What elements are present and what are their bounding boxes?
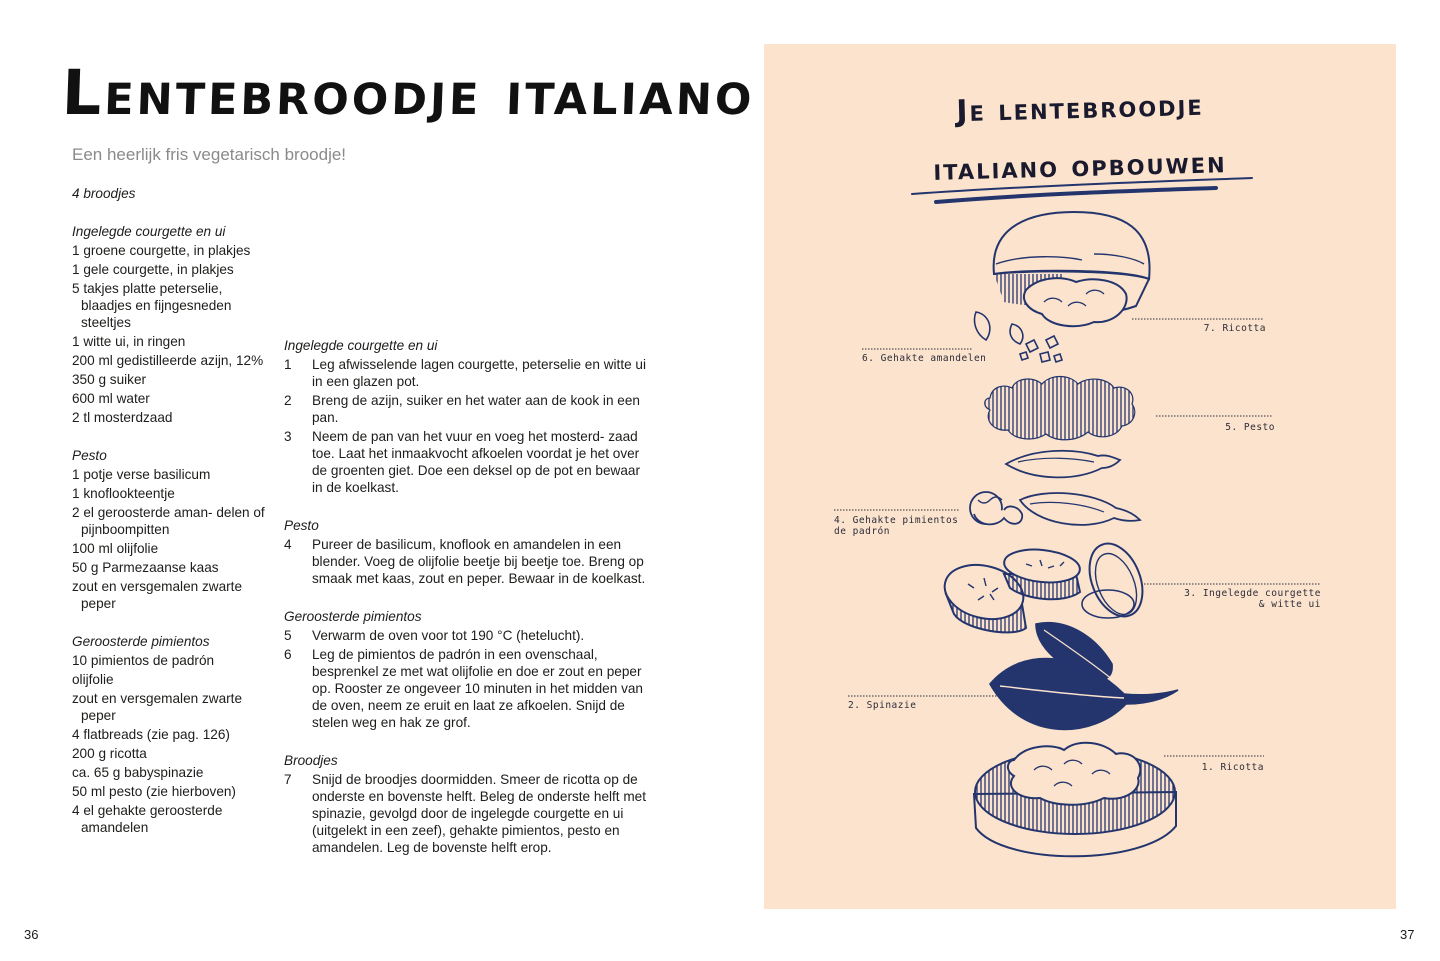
page-number-left: 36 [24, 927, 39, 942]
step-item [284, 771, 654, 856]
steps-list-pesto [284, 536, 654, 587]
ingredient-item: 2 el geroosterde aman- delen of pijnboompitten [72, 505, 265, 537]
spinach-icon [990, 623, 1178, 730]
step-text: Breng de azijn, suiker en het water aan de kook in een pan. [312, 393, 640, 425]
step-text: Neem de pan van het vuur en voeg het mosterd- zaad toe. Laat het inmaakvocht afkoelen voordat je het over de groenten giet. Doe een deksel op de pot en bewaar in de koelkast. [312, 429, 641, 495]
ingredients-list-pesto [72, 466, 272, 612]
step-item [284, 428, 654, 496]
ingredient-item: 600 ml water [72, 391, 150, 406]
courgette-onion-icon [939, 536, 1153, 633]
step-item [284, 627, 654, 644]
ingredient-item: 1 knoflookteentje [72, 486, 175, 501]
ingredient-item: 200 g ricotta [72, 746, 147, 761]
illustration-title-line1: Je lentebroodje [955, 87, 1205, 130]
ingredient-item: 1 gele courgette, in plakjes [72, 262, 234, 277]
pimientos-icon [970, 451, 1140, 525]
ingredient-item: 1 groene courgette, in plakjes [72, 243, 251, 258]
ingredients-list-assembly [72, 726, 272, 836]
steps-list-broodjes [284, 771, 654, 856]
label-pesto: 5. Pesto [1225, 422, 1275, 433]
steps-list-courgette [284, 356, 654, 496]
label-pimientos [834, 515, 994, 537]
step-number: 3 [284, 429, 292, 444]
step-number: 4 [284, 537, 292, 552]
label-ricotta-bottom: 1. Ricotta [1201, 762, 1264, 773]
ingredient-item: 5 takjes platte peterselie, blaadjes en fijngesneden steeltjes [72, 281, 232, 330]
ingredients-heading-pimientos: Geroosterde pimientos [72, 634, 210, 649]
ingredient-item: 2 tl mosterdzaad [72, 410, 173, 425]
step-number: 2 [284, 393, 292, 408]
page-number-right: 37 [1400, 927, 1415, 942]
ingredient-item: 4 el gehakte geroosterde amandelen [72, 803, 223, 835]
ingredient-item: 100 ml olijfolie [72, 541, 159, 556]
steps-column [284, 337, 654, 858]
step-item [284, 536, 654, 587]
recipe-subtitle: Een heerlijk fris vegetarisch broodje! [72, 145, 347, 164]
bottom-bun-icon [974, 743, 1176, 857]
label-courgette-line2: & witte ui [1258, 599, 1321, 610]
ingredients-list-pimientos [72, 652, 272, 724]
ingredient-item: 1 witte ui, in ringen [72, 334, 186, 349]
step-number: 6 [284, 647, 292, 662]
steps-heading-pimientos: Geroosterde pimientos [284, 609, 422, 624]
illustration-panel [764, 44, 1396, 909]
step-text: Pureer de basilicum, knoflook en amandelen in een blender. Voeg de olijfolie beetje bij beetje toe. Breng op smaak met kaas, zout en peper. Bewaar in de koelkast. [312, 537, 646, 586]
top-bun-icon [994, 212, 1150, 326]
step-text: Snijd de broodjes doormidden. Smeer de ricotta op de onderste en bovenste helft. Beleg de onderste helft met spinazie, gevolgd door de ingelegde courgette en ui (uitgelekt in een zeef), gehakte pimientos, pesto en amandelen. Leg de bovenste helft erop. [312, 772, 647, 855]
step-item [284, 646, 654, 731]
label-courgette-onion [1154, 588, 1321, 610]
ingredient-item: 1 potje verse basilicum [72, 467, 211, 482]
label-spinach: 2. Spinazie [848, 700, 917, 711]
servings: 4 broodjes [72, 186, 136, 201]
ingredients-heading-courgette: Ingelegde courgette en ui [72, 224, 226, 239]
step-item [284, 356, 654, 390]
ingredient-item: ca. 65 g babyspinazie [72, 765, 204, 780]
label-pimientos-line1: 4. Gehakte pimientos [834, 515, 959, 526]
steps-heading-pesto: Pesto [284, 518, 319, 533]
pesto-icon [985, 377, 1135, 440]
ingredients-heading-pesto: Pesto [72, 448, 107, 463]
label-courgette-line1: 3. Ingelegde courgette [1184, 588, 1321, 599]
title-underline [912, 178, 1252, 202]
illustration-title-line2: italiano opbouwen [932, 145, 1228, 188]
label-ricotta-top: 7. Ricotta [1203, 323, 1266, 334]
ingredients-list-courgette [72, 242, 272, 426]
ingredient-item: 200 ml gedistilleerde azijn, 12% [72, 353, 264, 368]
step-number: 5 [284, 628, 292, 643]
ingredient-item: 10 pimientos de padrón [72, 653, 215, 668]
sandwich-layers-illustration [764, 44, 1396, 909]
step-text: Leg de pimientos de padrón in een ovenschaal, besprenkel ze met wat olijfolie en doe er zout en peper op. Rooster ze ongeveer 10 minuten in het midden van de oven, neem ze eruit en laat ze afkoelen. Snijd de stelen weg en hak ze grof. [312, 647, 643, 730]
ingredient-item: 50 g Parmezaanse kaas [72, 560, 219, 575]
ingredients-column [72, 185, 272, 838]
label-almonds: 6. Gehakte amandelen [862, 353, 987, 364]
step-text: Verwarm de oven voor tot 190 °C (hetelucht). [312, 628, 585, 643]
ingredient-item: zout en versgemalen zwarte peper [72, 579, 243, 611]
ingredient-item: olijfolie [72, 672, 114, 687]
step-number: 1 [284, 357, 292, 372]
ingredient-item: 4 flatbreads (zie pag. 126) [72, 727, 230, 742]
step-number: 7 [284, 772, 292, 787]
steps-list-pimientos [284, 627, 654, 731]
steps-heading-courgette: Ingelegde courgette en ui [284, 338, 438, 353]
ingredient-item: 50 ml pesto (zie hierboven) [72, 784, 236, 799]
ingredient-item: zout en versgemalen zwarte peper [72, 691, 243, 723]
steps-heading-broodjes: Broodjes [284, 753, 338, 768]
step-text: Leg afwisselende lagen courgette, peterselie en witte ui in een glazen pot. [312, 357, 647, 389]
ingredient-item: 350 g suiker [72, 372, 147, 387]
step-item [284, 392, 654, 426]
recipe-title: Lentebroodje italiano [60, 56, 757, 129]
label-pimientos-line2: de padrón [834, 526, 890, 537]
